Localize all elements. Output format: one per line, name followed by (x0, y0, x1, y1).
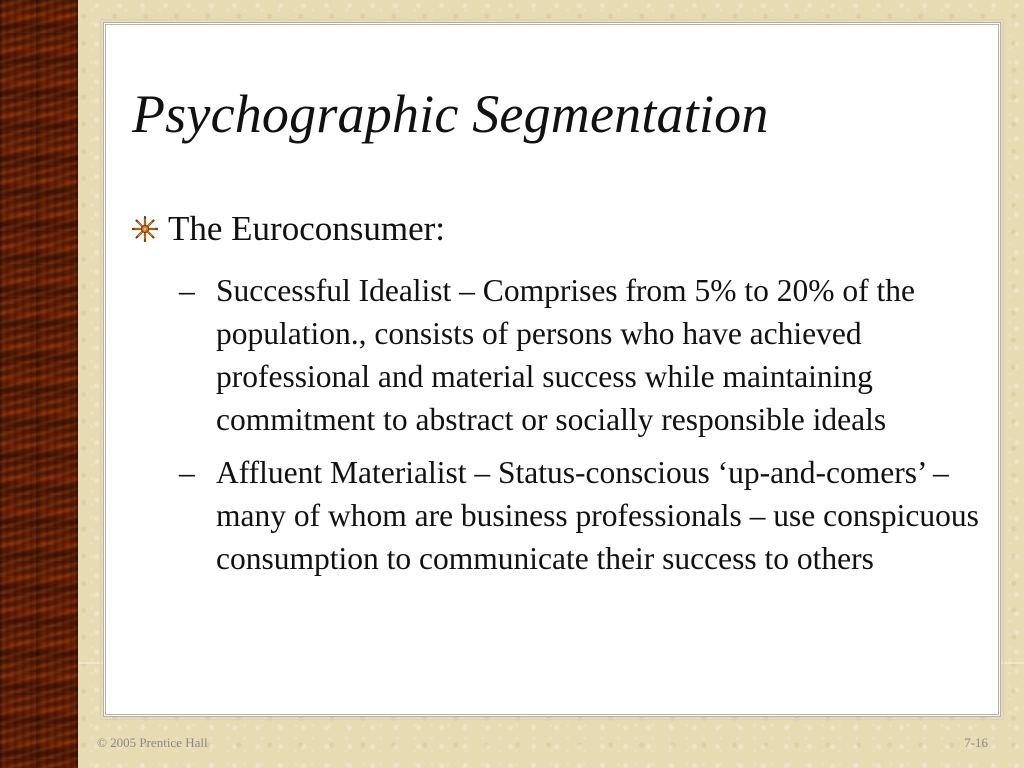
dash-marker: – (179, 455, 195, 490)
list-item (179, 451, 979, 580)
footer-page-number: 7-16 (964, 735, 988, 750)
sunburst-bullet-icon (132, 216, 158, 242)
bullet-item (132, 209, 445, 249)
slide-content-panel (103, 22, 1001, 717)
slide-title: Psychographic Segmentation (132, 84, 769, 144)
wood-border-strip (0, 0, 78, 768)
bullet-text: The Euroconsumer: (168, 209, 445, 248)
dash-marker: – (179, 273, 195, 308)
footer-copyright: © 2005 Prentice Hall (97, 735, 208, 750)
list-item (179, 269, 979, 441)
sub-item-text: Successful Idealist – Comprises from 5% to 20% of the population., consists of persons who have achieved professional and material success while maintaining commitment to abstract or socially responsible ideals (216, 273, 915, 437)
sub-item-text: Affluent Materialist – Status-conscious ‘up-and-comers’ – many of whom are business professionals – use conspicuous consumption to communicate their success to others (216, 455, 979, 576)
sub-bullet-list (179, 269, 979, 590)
